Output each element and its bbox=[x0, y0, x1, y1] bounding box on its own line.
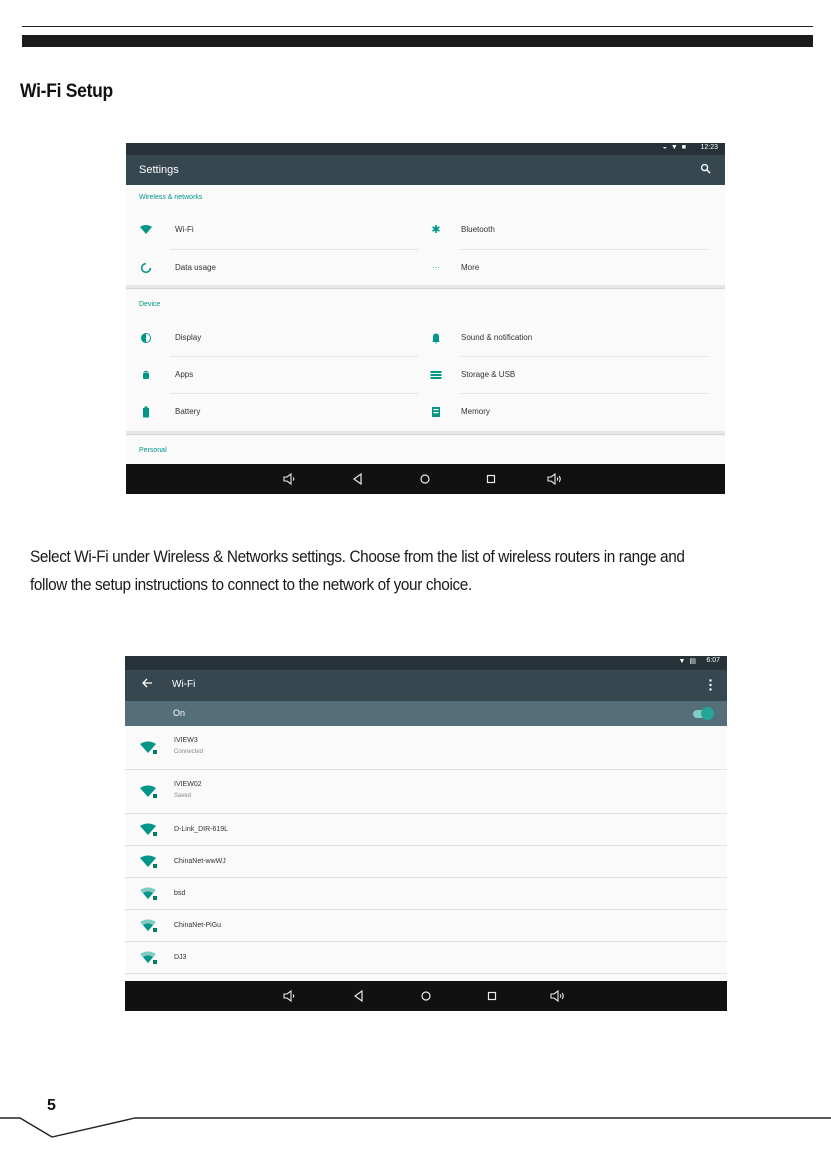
wifi-screenshot bbox=[125, 656, 727, 1011]
settings-item-sound[interactable] bbox=[430, 321, 710, 355]
category-device: Device bbox=[139, 301, 161, 308]
more-label: More bbox=[461, 263, 480, 272]
recents-icon[interactable] bbox=[483, 471, 499, 487]
settings-screenshot bbox=[126, 143, 725, 495]
toggle-knob[interactable] bbox=[701, 707, 714, 720]
apps-label: Apps bbox=[175, 370, 194, 379]
memory-icon bbox=[430, 406, 442, 418]
status-time: 6:07 bbox=[706, 657, 720, 664]
bell-icon bbox=[430, 332, 442, 344]
section-divider bbox=[126, 431, 725, 434]
volume-down-icon[interactable] bbox=[282, 988, 298, 1004]
nav-bar bbox=[126, 464, 725, 494]
back-arrow-icon[interactable] bbox=[142, 678, 153, 688]
network-ssid: ChinaNet-wwWJ bbox=[174, 858, 226, 865]
storage-label: Storage & USB bbox=[461, 370, 516, 379]
network-ssid: IVIEW3 bbox=[174, 737, 198, 744]
network-item[interactable] bbox=[125, 814, 727, 846]
network-item[interactable] bbox=[125, 846, 727, 878]
row-separator bbox=[461, 249, 709, 250]
wifi-signal-icon bbox=[140, 887, 158, 901]
instructions-line-2: follow the setup instructions to connect to the network of your choice. bbox=[30, 576, 472, 594]
memory-label: Memory bbox=[461, 407, 490, 416]
network-item[interactable] bbox=[125, 878, 727, 910]
status-time: 12:23 bbox=[700, 144, 718, 151]
top-rule-thick bbox=[22, 35, 813, 47]
network-item[interactable] bbox=[125, 770, 727, 814]
wifi-signal-icon bbox=[140, 823, 158, 837]
storage-icon bbox=[430, 369, 442, 381]
volume-up-icon[interactable] bbox=[547, 471, 563, 487]
settings-item-display[interactable] bbox=[130, 321, 420, 355]
data-usage-label: Data usage bbox=[175, 263, 216, 272]
wifi-toggle-bar[interactable] bbox=[125, 701, 727, 726]
settings-item-more[interactable] bbox=[430, 251, 710, 285]
settings-item-wifi[interactable] bbox=[130, 213, 420, 247]
row-separator bbox=[461, 356, 709, 357]
instructions-text bbox=[30, 543, 774, 599]
wifi-signal-icon bbox=[140, 785, 158, 799]
data-usage-icon bbox=[140, 262, 152, 274]
settings-title: Settings bbox=[139, 164, 179, 176]
more-options-icon[interactable] bbox=[709, 679, 712, 691]
network-status: Connected bbox=[174, 749, 204, 755]
network-ssid: bsd bbox=[174, 890, 186, 897]
settings-item-bluetooth[interactable] bbox=[430, 213, 710, 247]
search-icon[interactable] bbox=[700, 163, 711, 174]
back-icon[interactable] bbox=[350, 471, 366, 487]
sound-label: Sound & notification bbox=[461, 333, 533, 342]
settings-item-storage[interactable] bbox=[430, 358, 710, 392]
row-separator bbox=[170, 356, 418, 357]
status-bar bbox=[125, 656, 727, 670]
status-bar bbox=[126, 143, 725, 155]
wifi-title: Wi-Fi bbox=[172, 679, 196, 690]
network-item[interactable] bbox=[125, 910, 727, 942]
android-icon bbox=[140, 369, 152, 381]
wifi-toggle-label: On bbox=[173, 708, 186, 718]
wifi-icon bbox=[140, 224, 152, 236]
section-divider bbox=[126, 285, 725, 288]
wifi-signal-icon bbox=[140, 855, 158, 869]
home-icon[interactable] bbox=[418, 988, 434, 1004]
wifi-signal-icon bbox=[140, 951, 158, 965]
top-rule-thin bbox=[22, 26, 813, 27]
status-icons: ◒ ▼ ■ bbox=[662, 144, 687, 151]
wifi-label: Wi-Fi bbox=[175, 225, 194, 234]
footer-line bbox=[0, 1100, 831, 1140]
category-personal: Personal bbox=[139, 447, 167, 454]
settings-item-apps[interactable] bbox=[130, 358, 420, 392]
nav-bar bbox=[125, 981, 727, 1011]
brightness-icon bbox=[140, 332, 152, 344]
volume-down-icon[interactable] bbox=[282, 471, 298, 487]
network-ssid: IVIEW02 bbox=[174, 781, 202, 788]
battery-icon bbox=[140, 406, 152, 418]
settings-item-memory[interactable] bbox=[430, 395, 710, 429]
display-label: Display bbox=[175, 333, 202, 342]
home-icon[interactable] bbox=[417, 471, 433, 487]
back-icon[interactable] bbox=[351, 988, 367, 1004]
volume-up-icon[interactable] bbox=[550, 988, 566, 1004]
settings-item-data-usage[interactable] bbox=[130, 251, 420, 285]
network-ssid: DJ3 bbox=[174, 954, 187, 961]
battery-label: Battery bbox=[175, 407, 201, 416]
settings-item-battery[interactable] bbox=[130, 395, 420, 429]
network-ssid: D-Link_DIR-619L bbox=[174, 826, 229, 833]
instructions-line-1: Select Wi-Fi under Wireless & Networks settings. Choose from the list of wireless routers in range and bbox=[30, 548, 685, 566]
category-wireless: Wireless & networks bbox=[139, 194, 203, 201]
status-icons: ▼ ▤ bbox=[678, 658, 697, 665]
page-number: 5 bbox=[47, 1097, 56, 1114]
row-separator bbox=[461, 393, 709, 394]
network-item[interactable] bbox=[125, 726, 727, 770]
wifi-toolbar bbox=[125, 670, 727, 701]
wifi-signal-icon bbox=[140, 919, 158, 933]
network-item[interactable] bbox=[125, 942, 727, 974]
network-separator bbox=[125, 973, 727, 974]
row-separator bbox=[170, 393, 418, 394]
network-ssid: ChinaNet-PiGu bbox=[174, 922, 222, 929]
section-heading: Wi-Fi Setup bbox=[20, 81, 113, 102]
wifi-signal-icon bbox=[140, 741, 158, 755]
bluetooth-icon: ✱ bbox=[431, 224, 441, 236]
more-icon: ··· bbox=[432, 263, 440, 272]
settings-toolbar bbox=[126, 155, 725, 185]
bluetooth-label: Bluetooth bbox=[461, 225, 495, 234]
network-status: Saved bbox=[174, 793, 192, 799]
recents-icon[interactable] bbox=[484, 988, 500, 1004]
row-separator bbox=[170, 249, 418, 250]
